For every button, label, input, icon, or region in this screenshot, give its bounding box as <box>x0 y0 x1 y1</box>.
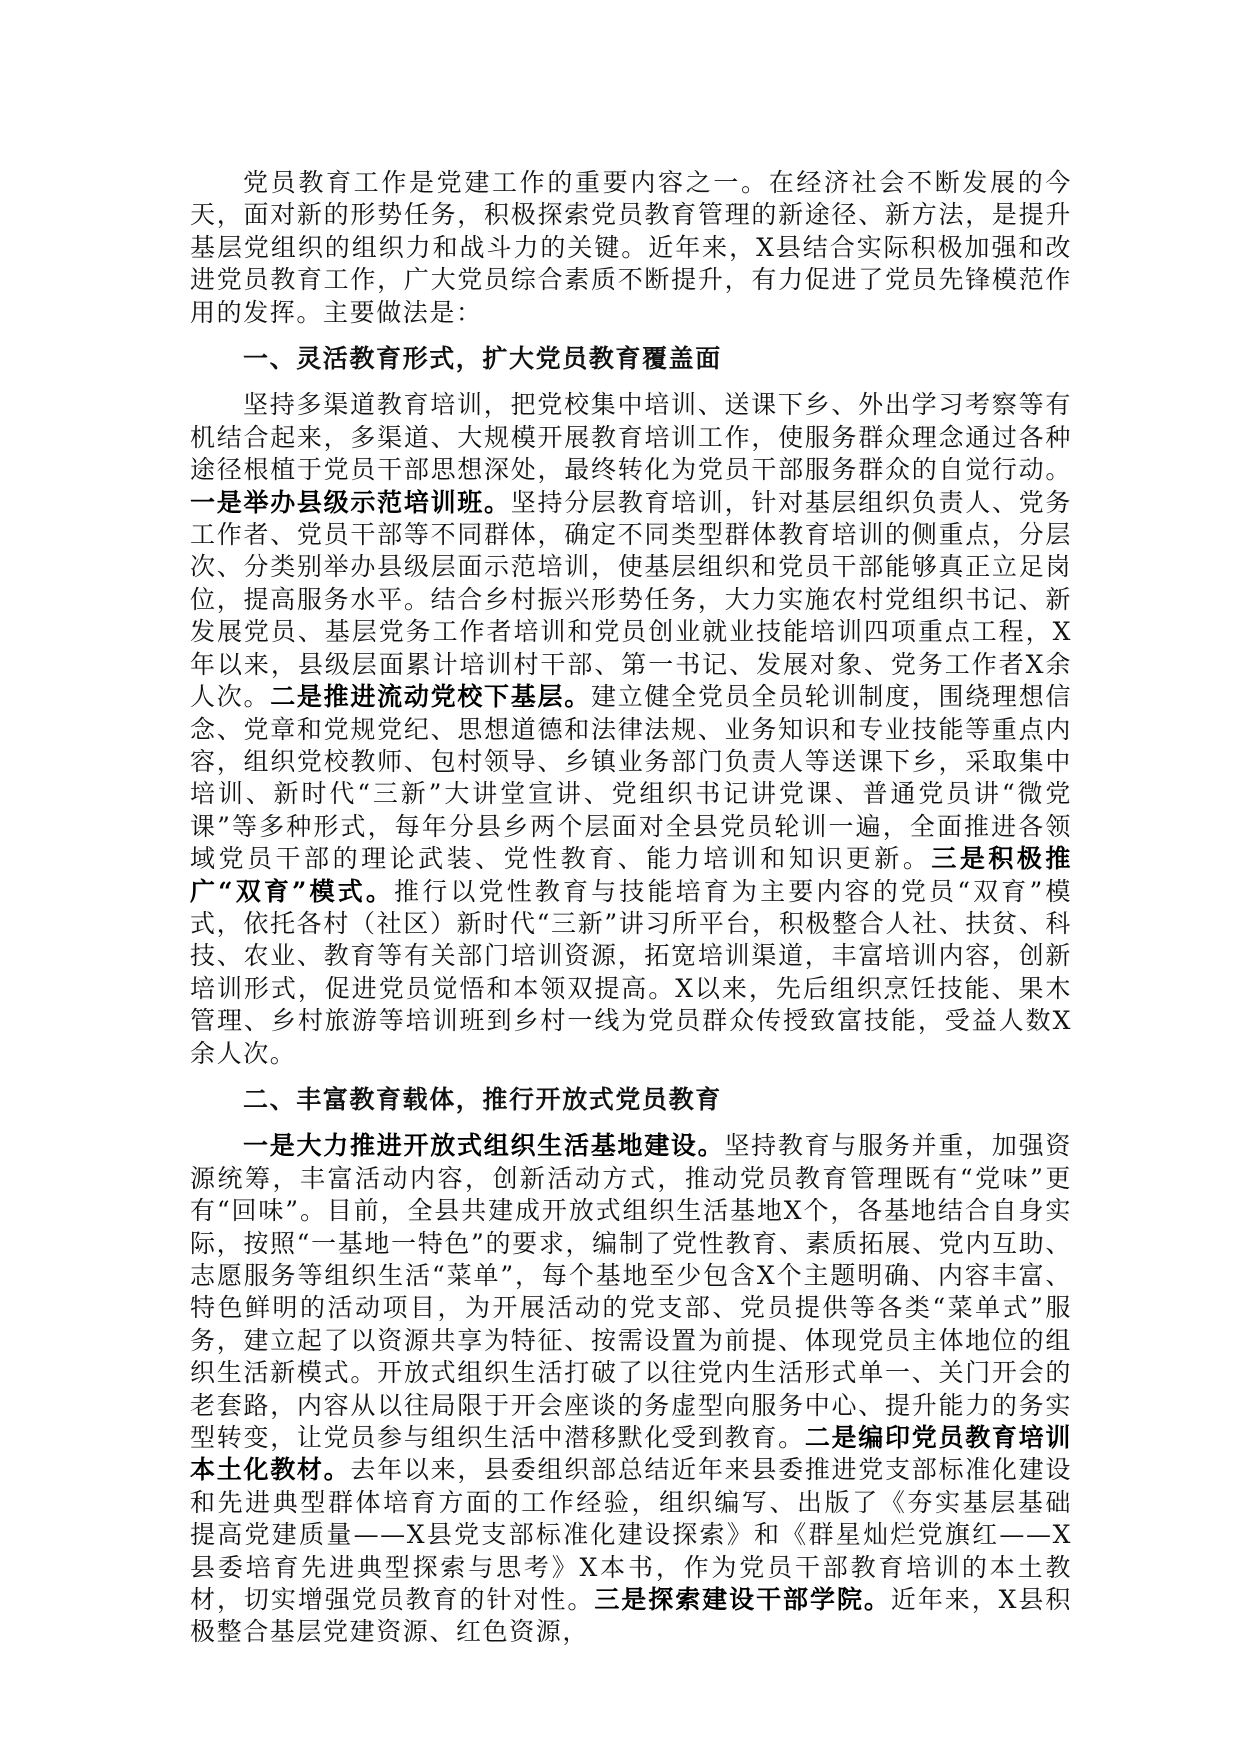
bold-run: 一是举办县级示范培训班。 <box>190 487 511 517</box>
text-run: 坚持分层教育培训，针对基层组织负责人、党务工作者、党员干部等不同群体，确定不同类型群体教育培训的侧重点，分层次、分类别举办县级层面示范培训，使基层组织和党员干部能够真正立足岗位，提高服务水平。结合乡村振兴形势任务，大力实施农村党组织书记、新发展党员、基层党务工作者培训和党员创业就业技能培训四项重点工程，X年以来，县级层面累计培训村干部、第一书记、发展对象、党务工作者X余人次。 <box>190 487 1073 712</box>
text-run: 去年以来，县委组织部总结近年来县委推进党支部标准化建设和先进典型群体培育方面的工作经验，组织编写、出版了《夯实基层基础 提高党建质量——X县党支部标准化建设探索》和《群星灿烂党旗红——X县委培育先进典型探索与思考》X本书，作为党员干部教育培训的本土教材，切实增强党员教育的针对性。 <box>190 1455 1072 1615</box>
section-heading-1: 一、灵活教育形式，扩大党员教育覆盖面 <box>243 344 722 374</box>
intro-paragraph: 党员教育工作是党建工作的重要内容之一。在经济社会不断发展的今天，面对新的形势任务，积极探索党员教育管理的新途径、新方法，是提升基层党组织的组织力和战斗力的关键。近年来，X县结合实际积极加强和改进党员教育工作，广大党员综合素质不断提升，有力促进了党员先锋模范作用的发挥。主要做法是： <box>190 168 1072 327</box>
bold-run: 一是大力推进开放式组织生活基地建设。 <box>243 1131 725 1161</box>
section-heading-2: 二、丰富教育载体，推行开放式党员教育 <box>243 1084 722 1114</box>
document-page <box>190 167 1072 1649</box>
bold-run: 三是积极推广“双育”模式。 <box>190 844 1072 906</box>
bold-run: 二是编印党员教育培训本土化教材。 <box>190 1423 1072 1485</box>
section-1-paragraph <box>190 389 1072 1070</box>
section-2-paragraph <box>190 1130 1072 1649</box>
text-run: 建立健全党员全员轮训制度，围绕理想信念、党章和党规党纪、思想道德和法律法规、业务知识和专业技能等重点内容，组织党校教师、包村领导、乡镇业务部门负责人等送课下乡，采取集中培训、新时代“三新”大讲堂宣讲、党组织书记讲党课、普通党员讲“微党课”等多种形式，每年分县乡两个层面对全县党员轮训一遍，全面推进各领域党员干部的理论武装、党性教育、能力培训和知识更新。 <box>190 682 1072 874</box>
text-run: 坚持多渠道教育培训，把党校集中培训、送课下乡、外出学习考察等有机结合起来，多渠道、大规模开展教育培训工作，使服务群众理念通过各种途径根植于党员干部思想深处，最终转化为党员干部服务群众的自觉行动。 <box>190 390 1072 485</box>
bold-run: 三是探索建设干部学院。 <box>594 1585 891 1615</box>
text-run: 近年来，X县积极整合基层党建资源、红色资源， <box>190 1585 1072 1647</box>
text-run: 推行以党性教育与技能培育为主要内容的党员“双育”模式，依托各村（社区）新时代“三新”讲习所平台，积极整合人社、扶贫、科技、农业、教育等有关部门培训资源，拓宽培训渠道，丰富培训内容，创新培训形式，促进党员觉悟和本领双提高。X以来，先后组织烹饪技能、果木管理、乡村旅游等培训班到乡村一线为党员群众传授致富技能，受益人数X余人次。 <box>190 876 1072 1068</box>
text-run: 坚持教育与服务并重，加强资源统筹，丰富活动内容，创新活动方式，推动党员教育管理既有“党味”更有“回味”。目前，全县共建成开放式组织生活基地X个，各基地结合自身实际，按照“一基地一特色”的要求，编制了党性教育、素质拓展、党内互助、志愿服务等组织生活“菜单”，每个基地至少包含X个主题明确、内容丰富、特色鲜明的活动项目，为开展活动的党支部、党员提供等各类“菜单式”服务，建立起了以资源共享为特征、按需设置为前提、体现党员主体地位的组织生活新模式。开放式组织生活打破了以往党内生活形式单一、关门开会的老套路，内容从以往局限于开会座谈的务虚型向服务中心、提升能力的务实型转变，让党员参与组织生活中潜移默化受到教育。 <box>190 1131 1072 1453</box>
bold-run: 二是推进流动党校下基层。 <box>270 682 591 712</box>
